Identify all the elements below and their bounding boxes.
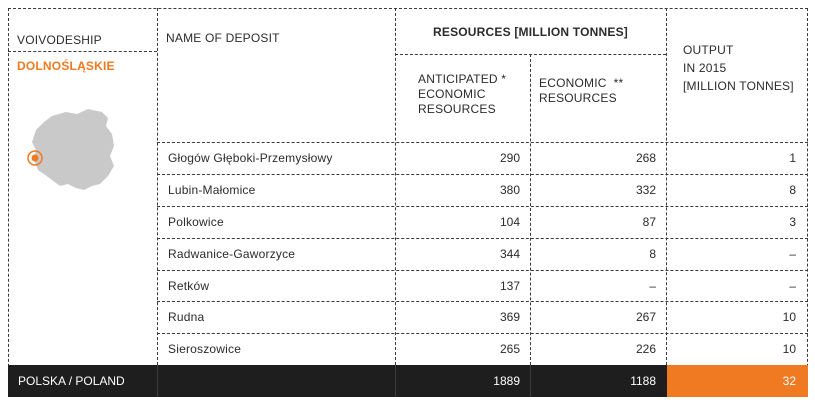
- totals-economic: 1188: [630, 374, 656, 388]
- economic-value: 226: [635, 342, 656, 356]
- deposit-name: Sieroszowice: [168, 342, 242, 356]
- economic-value: –: [649, 279, 656, 293]
- anticipated-value: 369: [499, 310, 520, 324]
- totals-anticipated: 1889: [493, 374, 520, 388]
- anticipated-value: 265: [499, 342, 520, 356]
- output-value: 3: [789, 215, 796, 229]
- output-header-line1: OUTPUT: [683, 43, 734, 57]
- name-of-deposit-header: NAME OF DEPOSIT: [166, 31, 280, 45]
- anticipated-value: 104: [499, 215, 520, 229]
- anticipated-value: 380: [499, 183, 520, 197]
- row-divider-4: [157, 270, 808, 271]
- economic-header-line1: ECONOMIC **: [539, 76, 624, 90]
- totals-label: POLSKA / POLAND: [18, 374, 125, 388]
- output-value: 10: [782, 310, 796, 324]
- output-value: –: [789, 247, 796, 261]
- totals-output: 32: [782, 374, 796, 388]
- deposit-name: Retków: [168, 279, 210, 293]
- voivodeship-header: VOIVODESHIP: [17, 33, 102, 47]
- anticipated-value: 290: [499, 151, 520, 165]
- deposit-name: Lubin-Małomice: [168, 183, 256, 197]
- row-divider-5: [157, 301, 808, 302]
- row-divider-6: [157, 333, 808, 334]
- resources-header: RESOURCES [MILLION TONNES]: [433, 25, 628, 39]
- output-header-line3: [MILLION TONNES]: [683, 79, 794, 93]
- economic-value: 8: [649, 247, 656, 261]
- voivodeship-divider: [8, 51, 157, 52]
- economic-value: 332: [635, 183, 656, 197]
- row-divider-1: [157, 174, 808, 175]
- economic-value: 87: [642, 215, 656, 229]
- totals-divider-1: [157, 365, 158, 397]
- anticipated-value: 137: [499, 279, 520, 293]
- anticipated-header-line2: ECONOMIC: [418, 87, 486, 101]
- output-value: 8: [789, 183, 796, 197]
- row-divider-3: [157, 238, 808, 239]
- col-divider-1: [157, 8, 158, 365]
- output-value: 1: [789, 151, 796, 165]
- deposit-name: Radwanice-Gaworzyce: [168, 247, 296, 261]
- deposit-name: Głogów Głęboki-Przemysłowy: [168, 151, 333, 165]
- resources-header-divider: [395, 54, 666, 55]
- anticipated-header-line3: RESOURCES: [418, 102, 496, 116]
- output-value: –: [789, 279, 796, 293]
- poland-map-icon: [22, 104, 122, 194]
- anticipated-value: 344: [499, 247, 520, 261]
- output-value: 10: [782, 342, 796, 356]
- region-label: DOLNOŚLĄSKIE: [17, 59, 115, 73]
- output-header-line2: IN 2015: [683, 61, 727, 75]
- economic-header-line2: RESOURCES: [539, 91, 617, 105]
- row-divider-2: [157, 206, 808, 207]
- economic-value: 267: [635, 310, 656, 324]
- deposit-name: Rudna: [168, 310, 205, 324]
- deposit-name: Polkowice: [168, 215, 224, 229]
- economic-value: 268: [635, 151, 656, 165]
- row-divider-0: [157, 142, 808, 143]
- anticipated-header-line1: ANTICIPATED *: [418, 72, 507, 86]
